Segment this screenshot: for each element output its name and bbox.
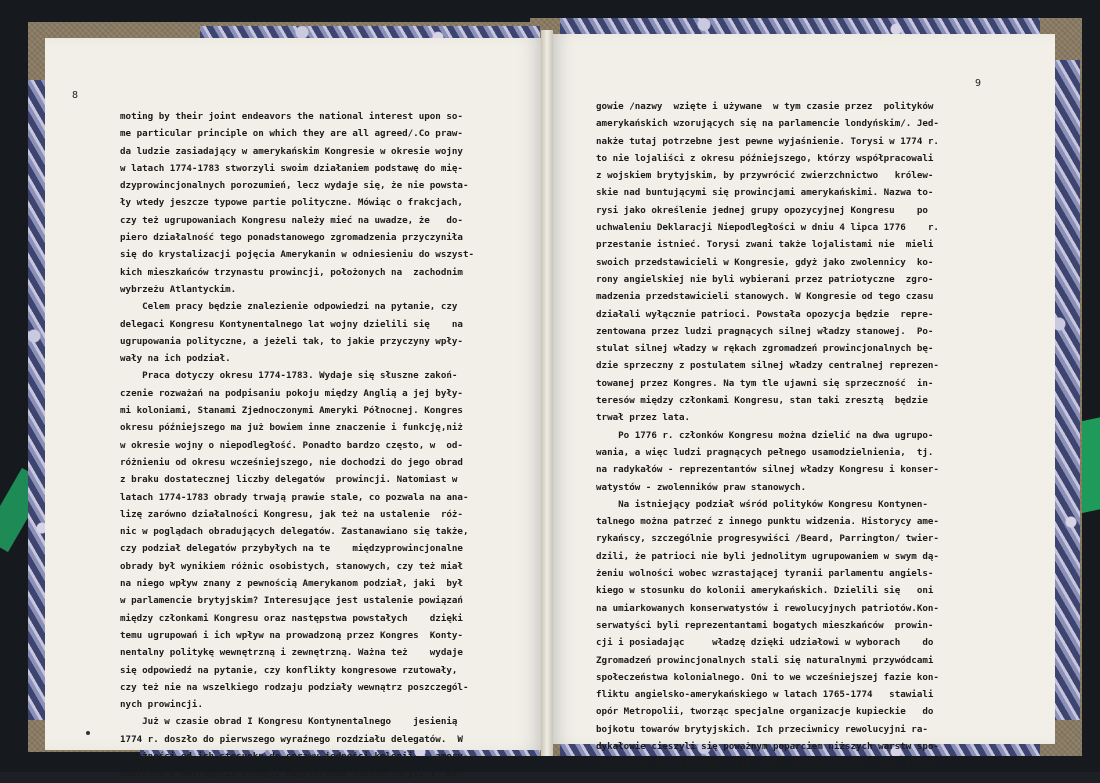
- text-line: nentalny politykę wewnętrzną i zewnętrzną. Ważna też wydaje: [120, 647, 463, 659]
- text-line: gowie /nazwy wzięte i używane w tym czasie przez polityków: [596, 101, 934, 112]
- text-line: kańskich i Metropolii stanęli naprzeciwko siebie torysi i wi-: [120, 768, 463, 780]
- text-line: okresu późniejszego ma już bowiem inne znaczenie i funkcję,niż: [120, 422, 463, 434]
- text-line: 1774 r. doszło do pierwszego wyraźnego rozdziału delegatów. W: [120, 733, 463, 745]
- text-line: mi koloniami, Stanami Zjednoczonymi Ameryki Północnej. Kongres: [120, 405, 463, 417]
- text-line: cji i posiadając władzę dzięki udziałowi w wyborach do: [596, 637, 934, 649]
- text-line: czy podział delegatów przybyłych na te międzyprowincjonalne: [120, 543, 463, 555]
- text-line: fliktu angielsko-amerykańskiego w latach 1765-1774 stawiali: [596, 689, 934, 701]
- marbled-endpaper: [560, 18, 1040, 34]
- text-line: piero działalność tego ponadstanowego zgromadzenia przyczyniła: [120, 232, 463, 244]
- text-line: działali wyłącznie patrioci. Powstała opozycja będzie repre-: [596, 308, 934, 320]
- page-number-right: 9: [975, 78, 982, 89]
- text-line: między członkami Kongresu oraz następstwa powstałych dzięki: [120, 612, 463, 624]
- text-line: teresów między członkami Kongresu, stan taki zresztą będzie: [596, 395, 928, 407]
- text-line: serwatyści byli reprezentantami bogatych mieszkańców prowin-: [596, 619, 934, 631]
- left-page-text: [120, 108, 510, 783]
- text-line: towanej przez Kongres. Na tym tle ujawni się sprzeczność in-: [596, 377, 934, 389]
- text-line: stulat silnej władzy w rękach zgromadzeń prowincjonalnych bę-: [596, 343, 934, 355]
- text-line: Celem pracy będzie znalezienie odpowiedzi na pytanie, czy: [120, 301, 458, 313]
- text-line: kiego w stosunku do kolonii amerykańskich. Dzielili się oni: [596, 585, 934, 597]
- text-line: bojkotu towarów brytyjskich. Ich przeciwnicy rewolucyjni ra-: [596, 723, 928, 735]
- text-line: watystów - zwolenników praw stanowych.: [596, 481, 807, 493]
- text-line: swoich przedstawicieli w Kongresie, gdyż jako zwolennicy ko-: [596, 256, 934, 268]
- text-line: się odpowiedź na pytanie, czy konflikty kongresowe rzutowały,: [120, 664, 458, 676]
- text-line: rykańscy, szczególnie progresywiści /Beard, Parrington/ twier-: [596, 533, 939, 545]
- text-line: dzili, że patrioci nie byli jednolitym ugrupowaniem w swym dą-: [596, 550, 939, 562]
- text-line: nych prowincji.: [120, 699, 203, 711]
- text-line: ły wtedy jeszcze typowe partie polityczne. Mówiąc o frakcjach,: [120, 197, 463, 209]
- text-line: czy też nie na wszelkiego rodzaju podziały wewnątrz poszczegól-: [120, 681, 469, 693]
- text-line: moting by their joint endeavors the national interest upon so-: [120, 111, 463, 122]
- right-page-text: [596, 98, 998, 773]
- text-line: łeczeństwa kolonialnego. Nie mieli jednak żadnego lub tylko: [596, 758, 934, 770]
- text-line: Na istniejący podział wśród polityków Kongresu Kontynen-: [596, 498, 928, 510]
- text-line: różnieniu od okresu wcześniejszego, nie dochodzi do jego obrad: [120, 456, 463, 468]
- text-line: zależności od ich stosunku do sprawy jedności kolonii amery-: [120, 750, 469, 762]
- text-line: uchwaleniu Deklaracji Niepodległości w dniu 4 lipca 1776 r.: [596, 222, 939, 234]
- text-line: żeniu wolności wobec wzrastającej tyranii parlamentu angiels-: [596, 568, 934, 580]
- text-line: obrady był wynikiem różnic osobistych, stanowych, czy też miał: [120, 560, 463, 572]
- text-line: wania, a więc ludzi pragnących pełnego usamodzielnienia, tj.: [596, 446, 934, 458]
- text-line: w latach 1774-1783 stworzyli swoim działaniem podstawę do mię-: [120, 162, 463, 174]
- text-line: Po 1776 r. członków Kongresu można dzielić na dwa ugrupo-: [596, 429, 934, 441]
- text-line: delegaci Kongresu Kontynentalnego lat wojny dzielili się na: [120, 318, 463, 330]
- text-line: na niego wpływ znany z pewnością Amerykanom podział, jaki był: [120, 578, 463, 590]
- text-line: ugrupowania polityczne, a jeżeli tak, to jakie przyczyny wpły-: [120, 335, 463, 347]
- text-line: społeczeństwa kolonialnego. Oni to we wcześniejszej fazie kon-: [596, 671, 939, 683]
- page-number-left: 8: [72, 90, 79, 101]
- text-line: madzenia przedstawicieli stanowych. W Kongresie od tego czasu: [596, 291, 934, 303]
- ink-dot: [86, 731, 90, 735]
- text-line: na umiarkowanych konserwatystów i rewolucyjnych patriotów.Kon-: [596, 602, 939, 614]
- text-line: dzie sprzeczny z postulatem silnej władzy centralnej reprezen-: [596, 360, 939, 372]
- text-line: zentowana przez ludzi pragnących silnej władzy stanowej. Po-: [596, 325, 934, 337]
- text-line: w okresie wojny o niepodległość. Ponadto bardzo często, w od-: [120, 439, 463, 451]
- text-line: trwał przez lata.: [596, 412, 691, 424]
- text-line: kich mieszkańców trzynastu prowincji, położonych na zachodnim: [120, 266, 463, 278]
- text-line: czy też ugrupowaniach Kongresu należy mieć na uwadze, że do-: [120, 214, 463, 226]
- text-line: rony angielskiej nie byli wybierani przez patriotyczne zgro-: [596, 273, 934, 285]
- text-line: nic w poglądach obradujących delegatów. Zastanawiano się także,: [120, 526, 469, 538]
- text-line: latach 1774-1783 obrady trwają prawie stale, co pozwala na ana-: [120, 491, 469, 503]
- text-line: dykałowie cieszyli się poważnym poparciem niższych warstw spo-: [596, 740, 939, 752]
- text-line: talnego można patrzeć z innego punktu widzenia. Historycy ame-: [596, 516, 939, 528]
- text-line: nakże tutaj potrzebne jest pewne wyjaśnienie. Torysi w 1774 r.: [596, 135, 939, 147]
- text-line: temu ugrupowań i ich wpływ na prowadzoną przez Kongres Konty-: [120, 629, 463, 641]
- text-line: Praca dotyczy okresu 1774-1783. Wydaje się słuszne zakoń-: [120, 370, 458, 382]
- text-line: z braku dostatecznej liczby delegatów prowincji. Natomiast w: [120, 474, 458, 486]
- text-line: opór Metropolii, tworząc specjalne organizacje kupieckie do: [596, 706, 934, 718]
- text-line: skie nad buntującymi się prowincjami amerykańskimi. Nazwa to-: [596, 187, 934, 199]
- book-spine: [541, 30, 553, 756]
- text-line: rysi jako określenie jednej grupy opozycyjnej Kongresu po: [596, 204, 928, 216]
- text-line: da ludzie zasiadający w amerykańskim Kongresie w okresie wojny: [120, 145, 463, 157]
- text-line: na radykałów - reprezentantów silnej władzy Kongresu i konser-: [596, 464, 939, 476]
- text-line: czenie rozważań na podpisaniu pokoju między Anglią a jej były-: [120, 387, 463, 399]
- text-line: Zgromadzeń prowincjonalnych stali się naturalnymi przywódcami: [596, 654, 934, 666]
- text-line: me particular principle on which they are all agreed/.Co praw-: [120, 128, 463, 140]
- text-line: lizę zarówno działalności Kongresu, jak też na ustalenie róż-: [120, 508, 463, 520]
- text-line: wybrzeżu Atlantyckim.: [120, 283, 237, 295]
- text-line: się do krystalizacji pojęcia Amerykanin w odniesieniu do wszyst-: [120, 249, 475, 261]
- text-line: przestanie istnieć. Torysi zwani także lojalistami nie mieli: [596, 239, 934, 251]
- text-line: amerykańskich wzorujących się na parlamencie londyńskim/. Jed-: [596, 118, 939, 130]
- text-line: to nie lojaliści z okresu późniejszego, którzy współpracowali: [596, 152, 934, 164]
- text-line: w parlamencie brytyjskim? Interesujące jest ustalenie powiązań: [120, 595, 463, 607]
- text-line: wały na ich podział.: [120, 353, 231, 365]
- text-line: Już w czasie obrad I Kongresu Kontynentalnego jesienią: [120, 716, 458, 728]
- text-line: dzyprowincjonalnych porozumień, lecz wydaje się, że nie powsta-: [120, 180, 469, 192]
- text-line: z wojskiem brytyjskim, by przywrócić zwierzchnictwo królew-: [596, 170, 934, 182]
